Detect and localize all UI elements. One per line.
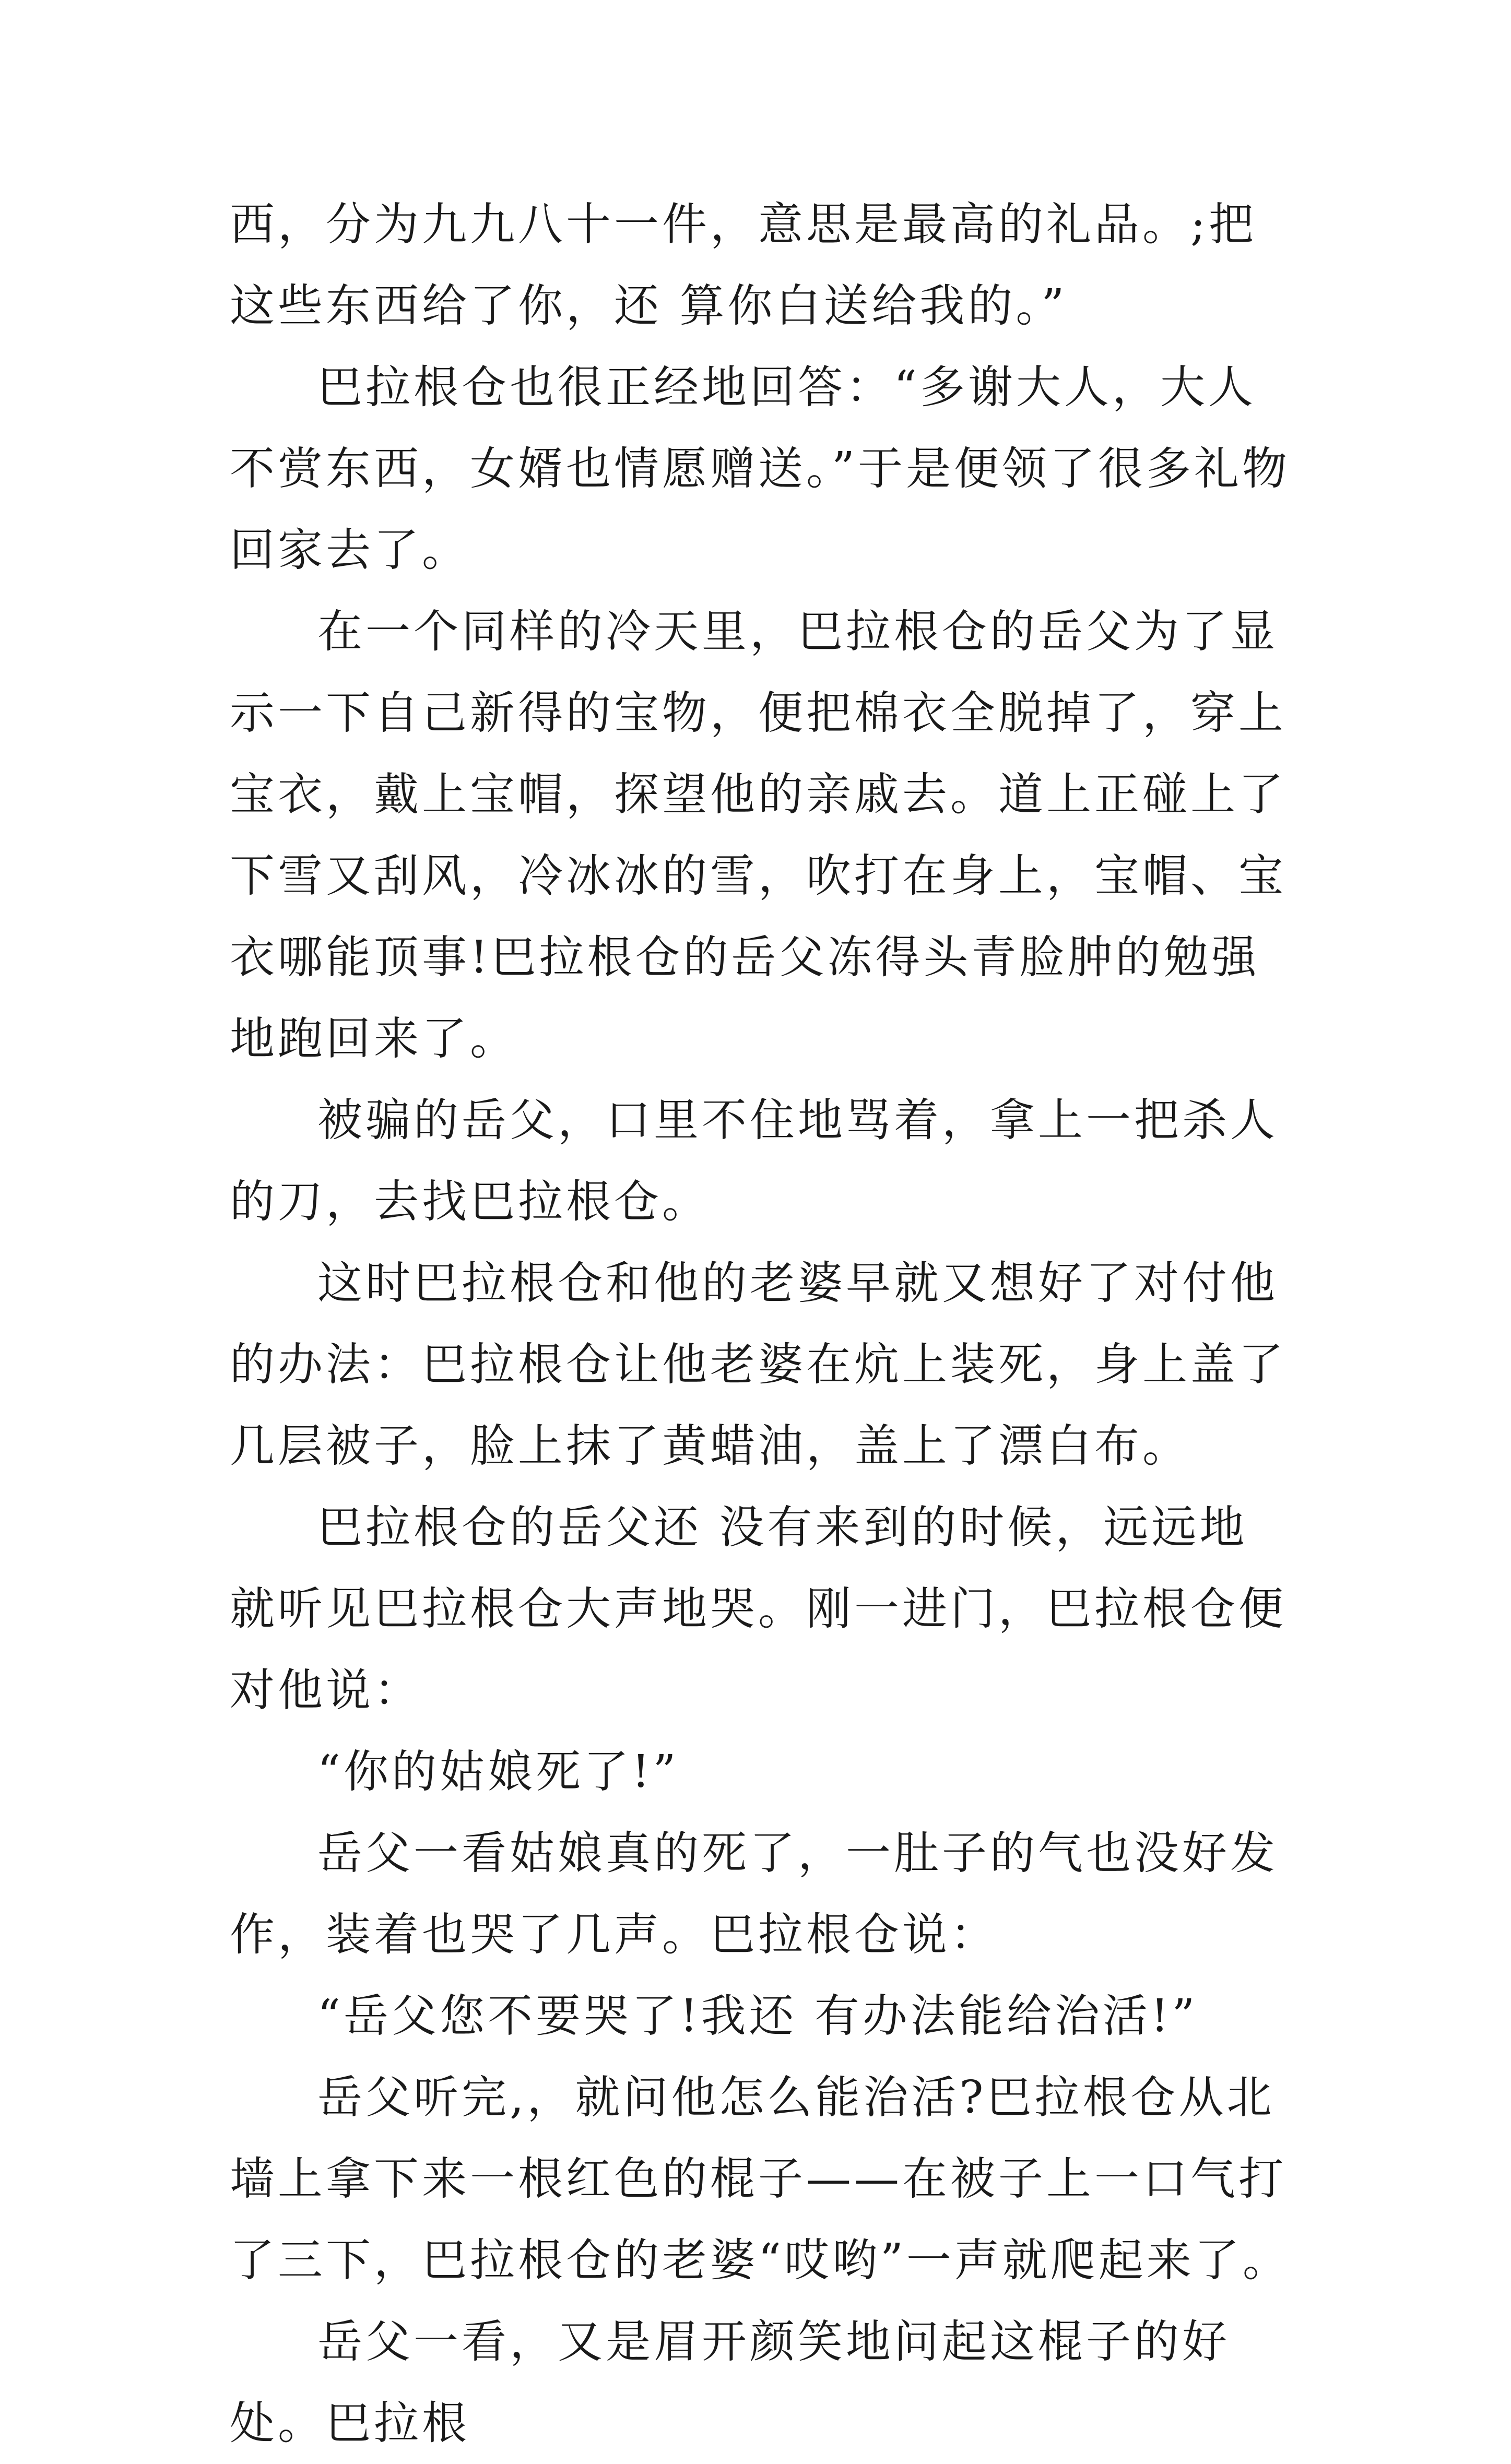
paragraph: 在一个同样的冷天里，巴拉根仓的岳父为了显示一下自己新得的宝物，便把棉衣全脱掉了，穿上宝衣，戴上宝帽，探望他的亲戚去。道上正碰上了下雪又刮风，冷冰冰的雪，吹打在身上，宝帽、宝衣哪能顶事!巴拉根仓的岳父冻得头青脸肿的勉强地跑回来了。	[230, 606, 1286, 1065]
paragraph-continuation: 西，分为九九八十一件，意思是最高的礼品。;把这些东西给了你，还 算你白送给我的。”	[230, 198, 1257, 332]
dialogue-line: “你的姑娘死了!”	[317, 1746, 679, 1798]
paragraph: 被骗的岳父，口里不住地骂着，拿上一把杀人的刀，去找巴拉根仓。	[230, 1094, 1278, 1228]
paragraph: 这时巴拉根仓和他的老婆早就又想好了对付他的办法：巴拉根仓让他老婆在炕上装死，身上盖了几层被子，脸上抹了黄蜡油，盖上了漂白布。	[230, 1257, 1286, 1472]
paragraph: 巴拉根仓也很正经地回答：“多谢大人，大人不赏东西，女婿也情愿赠送。”于是便领了很多礼物回家去了。	[230, 361, 1290, 576]
paragraph: 岳父一看姑娘真的死了，一肚子的气也没好发作，装着也哭了几声。巴拉根仓说：	[230, 1827, 1278, 1961]
paragraph: 岳父听完,，就问他怎么能治活?巴拉根仓从北墙上拿下来一根红色的棍子——在被子上一口气打了三下，巴拉根仓的老婆“哎哟”一声就爬起来了。	[230, 2071, 1291, 2287]
body-text	[230, 184, 1295, 2464]
dialogue-line: “岳父您不要哭了!我还 有办法能给治活!”	[317, 1990, 1198, 2042]
paragraph: 岳父一看，又是眉开颜笑地问起这棍子的好处。巴拉根	[230, 2316, 1230, 2449]
paragraph: 巴拉根仓的岳父还 没有来到的时候，远远地就听见巴拉根仓大声地哭。刚一进门，巴拉根仓便对他说：	[230, 1501, 1286, 1716]
